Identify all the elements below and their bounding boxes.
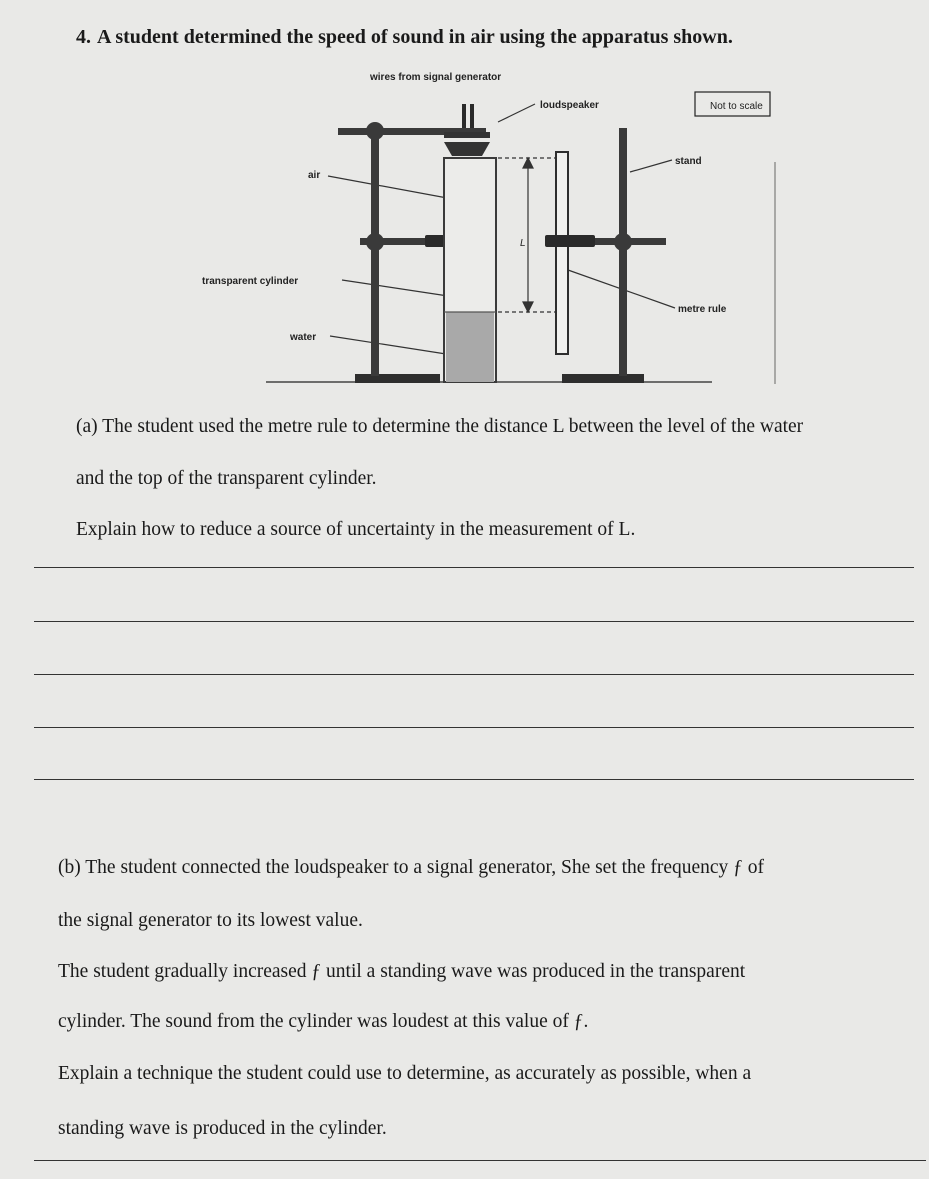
- label-metre-rule: metre rule: [678, 304, 727, 315]
- label-wires: wires from signal generator: [370, 72, 502, 83]
- part-b-line-3: The student gradually increased ƒ until a standing wave was produced in the transparent: [58, 961, 746, 982]
- part-a-line-3: Explain how to reduce a source of uncertainty in the measurement of L.: [76, 519, 636, 540]
- answer-line[interactable]: [34, 1160, 926, 1161]
- question-title: A student determined the speed of sound in air using the apparatus shown.: [97, 26, 733, 48]
- answer-line[interactable]: [34, 567, 914, 568]
- part-b-line-4: cylinder. The sound from the cylinder was loudest at this value of ƒ.: [58, 1011, 589, 1032]
- part-b-line-6: standing wave is produced in the cylinder.: [58, 1118, 387, 1139]
- label-loudspeaker: loudspeaker: [540, 100, 599, 111]
- part-b-line-5: Explain a technique the student could use to determine, as accurately as possible, when a: [58, 1063, 752, 1084]
- answer-line[interactable]: [34, 621, 914, 622]
- label-L: L: [520, 238, 526, 249]
- part-b-line-2: the signal generator to its lowest value.: [58, 910, 363, 931]
- part-b-line-1: (b) The student connected the loudspeaker to a signal generator, She set the frequency ƒ of: [58, 857, 765, 878]
- loudspeaker: [444, 132, 490, 156]
- label-water: water: [290, 332, 317, 343]
- label-air: air: [308, 170, 321, 181]
- answer-line[interactable]: [34, 779, 914, 780]
- part-a-line-2: and the top of the transparent cylinder.: [76, 468, 377, 489]
- label-transparent-cylinder: transparent cylinder: [202, 276, 299, 287]
- water-column: [446, 312, 494, 382]
- transparent-cylinder: [444, 158, 496, 382]
- apparatus-diagram: [190, 62, 790, 392]
- question-heading: [76, 26, 733, 49]
- label-not-to-scale: Not to scale: [710, 101, 763, 112]
- label-stand: stand: [675, 156, 702, 167]
- wires: [462, 104, 474, 128]
- metre-rule: [556, 152, 568, 354]
- question-number: 4.: [76, 26, 91, 48]
- part-a-line-1: (a) The student used the metre rule to determine the distance L between the level of the water: [76, 416, 804, 437]
- answer-line[interactable]: [34, 727, 914, 728]
- answer-line[interactable]: [34, 674, 914, 675]
